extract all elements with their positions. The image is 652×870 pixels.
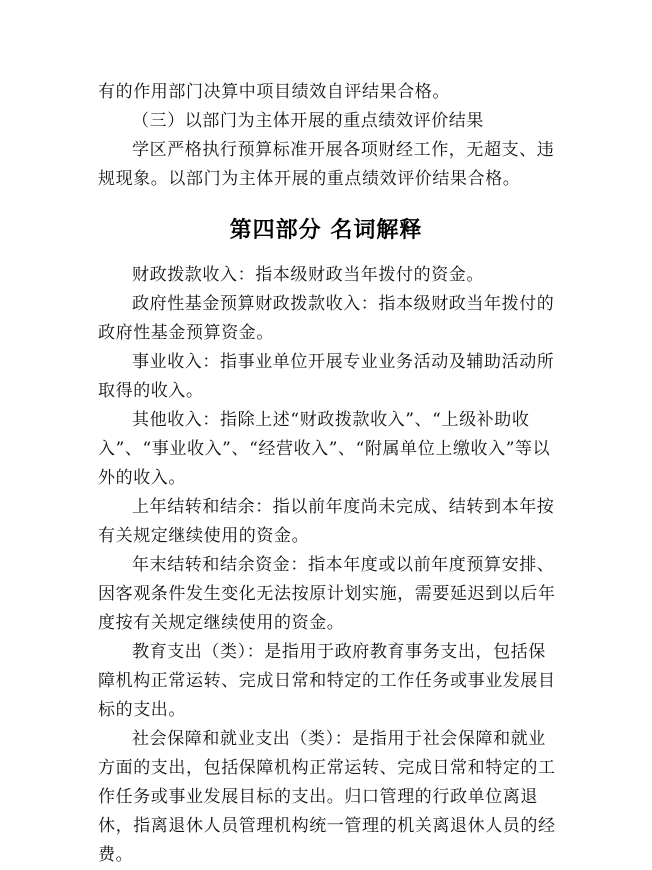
- part-4-title: 第四部分 名词解释: [229, 218, 423, 243]
- definition-government-fund-income: 政府性基金预算财政拨款收入：指本级财政当年拨付的政府性基金预算资金。: [98, 294, 555, 343]
- continuation-line: 有的作用部门决算中项目绩效自评结果合格。: [98, 82, 450, 102]
- definition-other-income: 其他收入：指除上述“财政拨款收入”、“上级补助收入”、“事业收入”、“经营收入”、“附属单位上缴收入”等以外的收入。: [98, 410, 551, 488]
- paragraph-performance-result: 学区严格执行预算标准开展各项财经工作，无超支、违规现象。以部门为主体开展的重点绩效评价结果合格。: [98, 140, 555, 189]
- definition-business-income: 事业收入：指事业单位开展专业业务活动及辅助活动所取得的收入。: [98, 352, 555, 401]
- definition-prior-year-carryover: 上年结转和结余：指以前年度尚未完成、结转到本年按有关规定继续使用的资金。: [98, 497, 555, 546]
- subheading-section-3: （三）以部门为主体开展的重点绩效评价结果: [132, 111, 484, 131]
- definition-social-security-expenditure: 社会保障和就业支出（类）：是指用于社会保障和就业方面的支出，包括保障机构正常运转、完成日常和特定的工作任务或事业发展目标的支出。归口管理的行政单位离退休，指离退休人员管理机构统一管理的机关离退休人员的经费。: [98, 729, 556, 865]
- definition-fiscal-appropriation-income: 财政拨款收入：指本级财政当年拨付的资金。: [132, 265, 484, 285]
- definition-education-expenditure: 教育支出（类）：是指用于政府教育事务支出，包括保障机构正常运转、完成日常和特定的工作任务或事业发展目标的支出。: [98, 642, 556, 720]
- definition-year-end-carryover: 年末结转和结余资金：指本年度或以前年度预算安排、因客观条件发生变化无法按原计划实施，需要延迟到以后年度按有关规定继续使用的资金。: [98, 555, 556, 633]
